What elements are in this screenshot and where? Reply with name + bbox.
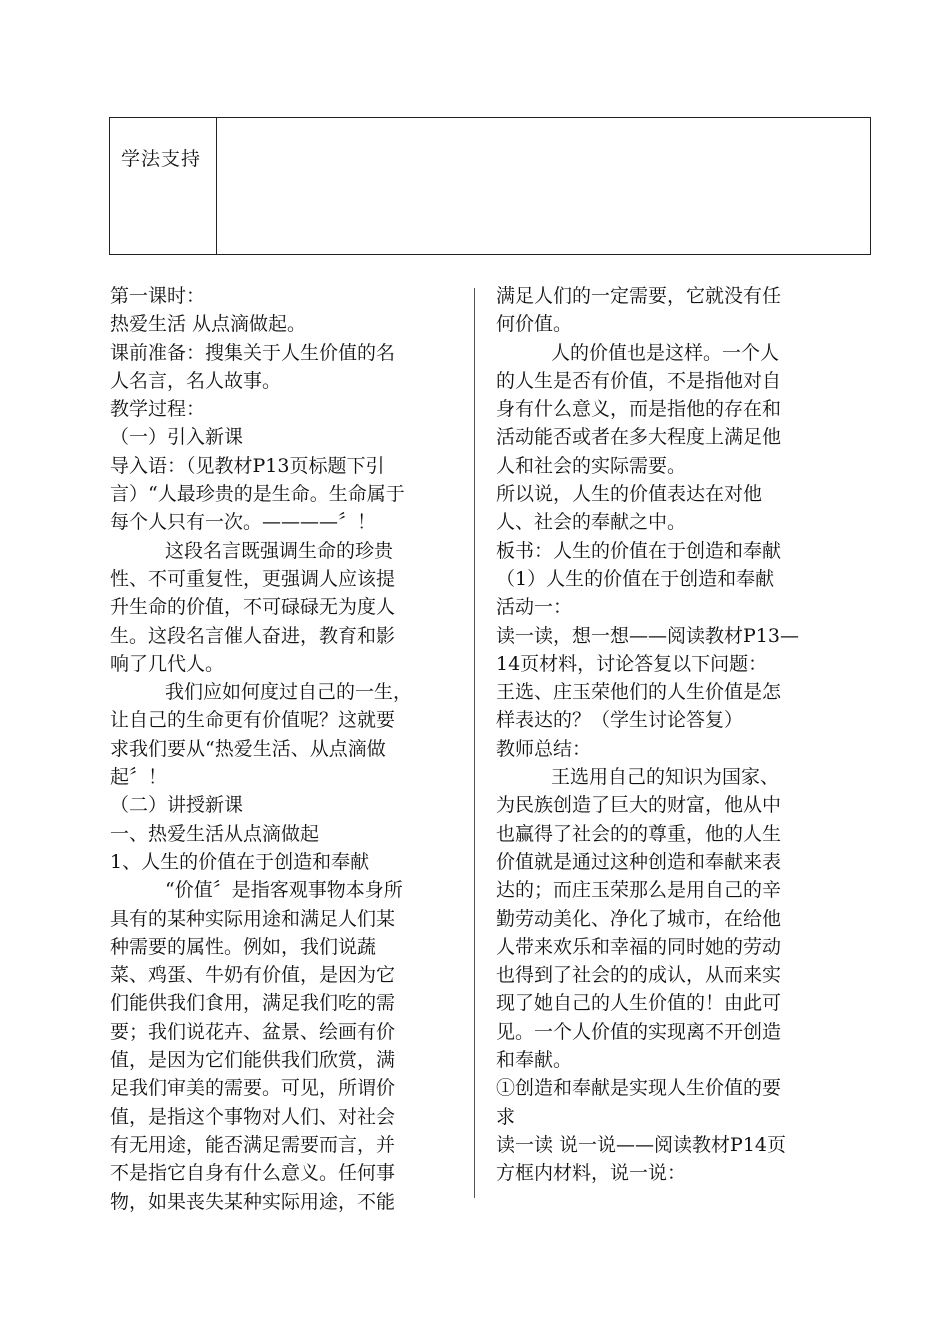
text-line: 和奉献。 bbox=[496, 1049, 573, 1072]
text-line: 现了她自己的人生价值的！由此可 bbox=[496, 992, 782, 1015]
text-line: 人、社会的奉献之中。 bbox=[496, 511, 687, 534]
text-line: 热爱生活 从点滴做起。 bbox=[110, 313, 307, 336]
text-line: 言）“人最珍贵的是生命。生命属于 bbox=[110, 483, 405, 506]
text-line: 物，如果丧失某种实际用途，不能 bbox=[110, 1190, 396, 1213]
text-line: 性、不可重复性，更强调人应该提 bbox=[110, 567, 396, 590]
table-label-cell: 学法支持 bbox=[110, 118, 217, 254]
text-line: 足我们审美的需要。可见，所谓价 bbox=[110, 1077, 396, 1100]
text-line: 生。这段名言催人奋进，教育和影 bbox=[110, 624, 396, 647]
text-line: 14页材料，讨论答复以下问题： bbox=[496, 652, 768, 675]
text-line: （二）讲授新课 bbox=[110, 794, 244, 817]
text-line: 身有什么意义，而是指他的存在和 bbox=[496, 398, 782, 421]
text-line: 也赢得了社会的的尊重，他的人生 bbox=[496, 822, 782, 845]
text-line: 达的；而庄玉荣那么是用自己的辛 bbox=[496, 879, 782, 902]
text-line: 的人生是否有价值，不是指他对自 bbox=[496, 369, 782, 392]
left-column bbox=[110, 282, 445, 1216]
text-line: 求我们要从“热爱生活、从点滴做 bbox=[110, 737, 386, 760]
text-line: 起〞！ bbox=[110, 766, 168, 789]
text-line: （一）引入新课 bbox=[110, 426, 244, 449]
column-divider bbox=[474, 288, 475, 1198]
text-line: 不是指它自身有什么意义。任何事 bbox=[110, 1162, 396, 1185]
text-line: 一、热爱生活从点滴做起 bbox=[110, 822, 320, 845]
text-line: 我们应如何度过自己的一生， bbox=[165, 681, 413, 704]
text-line: 人带来欢乐和幸福的同时她的劳动 bbox=[496, 935, 782, 958]
table-content-cell bbox=[217, 118, 870, 254]
text-line: 每个人只有一次。————〞！ bbox=[110, 511, 377, 534]
text-line: ①创造和奉献是实现人生价值的要 bbox=[496, 1077, 782, 1100]
text-line: 人和社会的实际需要。 bbox=[496, 454, 687, 477]
text-line: 读一读 说一说——阅读教材P14页 bbox=[496, 1133, 787, 1156]
text-line: 价值就是通过这种创造和奉献来表 bbox=[496, 850, 782, 873]
text-line: 导入语：（见教材P13页标题下引 bbox=[110, 454, 385, 477]
text-line: 为民族创造了巨大的财富，他从中 bbox=[496, 794, 782, 817]
text-line: 人的价值也是这样。一个人 bbox=[551, 341, 780, 364]
text-line: 板书：人生的价值在于创造和奉献 bbox=[496, 539, 782, 562]
study-support-table bbox=[109, 117, 871, 255]
text-line: 方框内材料，说一说： bbox=[496, 1162, 687, 1185]
text-line: 种需要的属性。例如，我们说蔬 bbox=[110, 935, 377, 958]
text-line: 值，是指这个事物对人们、对社会 bbox=[110, 1105, 396, 1128]
text-line: （1）人生的价值在于创造和奉献 bbox=[496, 567, 775, 590]
text-line: 1、人生的价值在于创造和奉献 bbox=[110, 850, 370, 873]
text-line: 有无用途，能否满足需要而言，并 bbox=[110, 1133, 396, 1156]
text-line: 让自己的生命更有价值呢？这就要 bbox=[110, 709, 396, 732]
text-line: 求 bbox=[496, 1105, 516, 1128]
text-line: 活动一： bbox=[496, 596, 573, 619]
text-line: 菜、鸡蛋、牛奶有价值，是因为它 bbox=[110, 964, 396, 987]
text-line: 响了几代人。 bbox=[110, 652, 225, 675]
text-line: 课前准备：搜集关于人生价值的名 bbox=[110, 341, 396, 364]
text-line: 读一读，想一想——阅读教材P13— bbox=[496, 624, 799, 647]
text-line: 第一课时： bbox=[110, 285, 206, 307]
text-line: 教学过程： bbox=[110, 398, 206, 421]
text-line: 值，是因为它们能供我们欣赏，满 bbox=[110, 1049, 396, 1072]
text-line: 满足人们的一定需要，它就没有任 bbox=[496, 285, 782, 307]
text-line: 勤劳动美化、净化了城市，在给他 bbox=[496, 907, 782, 930]
text-line: 具有的某种实际用途和满足人们某 bbox=[110, 907, 396, 930]
text-line: 王选用自己的知识为国家、 bbox=[551, 766, 780, 789]
text-line: 活动能否或者在多大程度上满足他 bbox=[496, 426, 782, 449]
text-line: 样表达的？（学生讨论答复） bbox=[496, 709, 744, 732]
text-line: 教师总结： bbox=[496, 737, 592, 760]
right-column bbox=[496, 282, 841, 1188]
text-line: 也得到了社会的的成认，从而来实 bbox=[496, 964, 782, 987]
text-line: 升生命的价值，不可碌碌无为度人 bbox=[110, 596, 396, 619]
text-line: 所以说，人生的价值表达在对他 bbox=[496, 483, 763, 506]
text-line: 何价值。 bbox=[496, 313, 573, 336]
text-line: 人名言，名人故事。 bbox=[110, 369, 282, 392]
text-line: 要；我们说花卉、盆景、绘画有价 bbox=[110, 1020, 396, 1043]
text-line: “价值〞是指客观事物本身所 bbox=[165, 879, 403, 902]
text-line: 见。一个人价值的实现离不开创造 bbox=[496, 1020, 782, 1043]
text-line: 们能供我们食用，满足我们吃的需 bbox=[110, 992, 396, 1015]
text-line: 这段名言既强调生命的珍贵 bbox=[165, 539, 394, 562]
text-line: 王选、庄玉荣他们的人生价值是怎 bbox=[496, 681, 782, 704]
